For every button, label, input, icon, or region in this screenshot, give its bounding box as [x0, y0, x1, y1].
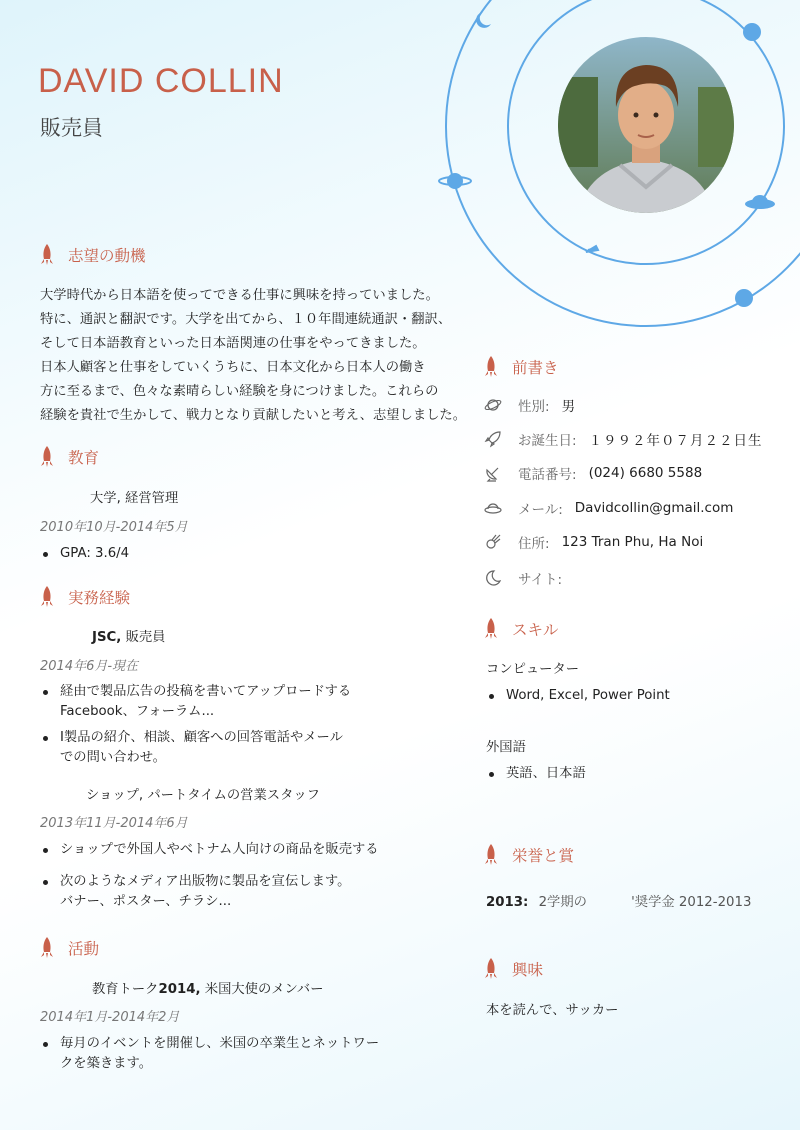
- motivation-line: 方に至るまで、色々な素晴らしい経験を身につけました。これらの: [40, 384, 439, 399]
- activity-org-year: 2014,: [158, 982, 201, 997]
- job2-bullet: [40, 872, 350, 912]
- info-label: 性別:: [518, 399, 550, 415]
- job1-org-position: 販売員: [121, 630, 166, 645]
- bullet-line: 経由で製品広告の投稿を書いてアップロードする: [60, 684, 352, 699]
- skills-computer-item: [486, 686, 670, 706]
- bullet-line: バナー、ポスター、チラシ...: [60, 894, 232, 909]
- info-value[interactable]: Davidcollin@gmail.com: [574, 500, 734, 516]
- saturn-icon: [439, 173, 471, 189]
- job1-date: 2014年6月-現在: [40, 659, 139, 674]
- section-title-text: 実務経験: [68, 589, 131, 607]
- job2-date: 2013年11月-2014年6月: [40, 816, 188, 831]
- job1-org-company: JSC,: [92, 630, 122, 645]
- skills-computer-heading: コンピューター: [486, 662, 580, 677]
- bullet-line: ショップで外国人やベトナム人向けの商品を販売する: [60, 842, 379, 857]
- award-text-b: '奨学金 2012-2013: [631, 895, 752, 910]
- info-row-birthday: [484, 429, 763, 449]
- bullet-line: Facebook、フォーラム...: [60, 704, 215, 719]
- section-title-text: 興味: [512, 961, 544, 979]
- motivation-text: [40, 284, 480, 428]
- award-text-a: 2学期の: [538, 895, 587, 910]
- section-title-activities: [40, 937, 99, 959]
- education-date: 2010年10月-2014年5月: [40, 520, 188, 535]
- satellite-dish-icon: [484, 464, 502, 482]
- info-value: １９９２年０７月２２日生: [588, 433, 763, 449]
- bullet-line: 毎月のイベントを開催し、米国の卒業生とネットワー: [60, 1036, 380, 1051]
- activity-org: [92, 978, 324, 997]
- portrait-illustration: [558, 37, 734, 213]
- rocket-icon: [484, 958, 498, 980]
- interests-text: 本を読んで、サッカー: [486, 1003, 619, 1018]
- job2-org: ショップ, パートタイムの営業スタッフ: [86, 788, 320, 803]
- section-title-text: 活動: [68, 940, 100, 958]
- small-rocket-icon: [586, 246, 598, 252]
- section-title-text: スキル: [512, 621, 559, 639]
- award-entry: [486, 891, 751, 910]
- motivation-line: そして日本語教育といった日本語関連の仕事をやってきました。: [40, 336, 426, 351]
- rocket-icon: [40, 446, 54, 468]
- section-title-personal: [484, 356, 559, 378]
- education-org: 大学, 経営管理: [90, 491, 179, 506]
- section-title-text: 志望の動機: [68, 247, 146, 265]
- bullet-text: 英語、日本語: [506, 766, 586, 781]
- section-title-education: [40, 446, 99, 468]
- rocket-icon: [484, 356, 498, 378]
- candidate-name: DAVID COLLIN: [38, 62, 284, 100]
- section-title-interests: [484, 958, 543, 980]
- rocket-icon: [484, 430, 502, 448]
- job2-bullet: [40, 840, 379, 860]
- info-value: (024) 6680 5588: [588, 465, 703, 481]
- job1-org: [92, 626, 165, 645]
- activity-org-role: 米国大使のメンバー: [200, 982, 324, 997]
- planet-ring-icon: [484, 396, 502, 414]
- bullet-text: Word, Excel, Power Point: [506, 688, 670, 703]
- moon-icon: [484, 569, 502, 587]
- rocket-icon: [40, 586, 54, 608]
- motivation-line: 経験を貴社で生かして、戦力となり貢献したいと考え、志望しました。: [40, 408, 467, 423]
- job1-bullet: [40, 682, 351, 722]
- info-label: サイト:: [518, 572, 563, 588]
- planet-dot-icon: [743, 23, 761, 41]
- award-year: 2013:: [486, 895, 529, 910]
- comet-icon: [484, 533, 502, 551]
- info-label: 電話番号:: [518, 467, 577, 483]
- motivation-line: 特に、通訳と翻訳です。大学を出てから、１０年間連続通訳・翻訳、: [40, 312, 452, 327]
- skills-language-heading: 外国語: [486, 740, 526, 755]
- section-title-awards: [484, 844, 574, 866]
- info-label: 住所:: [518, 536, 550, 552]
- section-title-experience: [40, 586, 130, 608]
- ufo-icon: [484, 499, 502, 517]
- info-row-website: [484, 566, 744, 590]
- section-title-skills: [484, 618, 558, 640]
- activity-org-pre: 教育トーク: [92, 982, 159, 997]
- skills-language-item: [486, 764, 586, 784]
- planet-dot-icon: [735, 289, 753, 307]
- info-row-gender: [484, 395, 575, 415]
- info-row-email: [484, 498, 733, 518]
- rocket-icon: [40, 244, 54, 266]
- info-row-address: [484, 532, 703, 552]
- info-value: 男: [561, 399, 576, 415]
- candidate-role: 販売員: [40, 116, 103, 140]
- website-value-box[interactable]: [590, 566, 744, 590]
- bullet-line: での問い合わせ。: [60, 750, 166, 765]
- rocket-icon: [40, 937, 54, 959]
- bullet-line: 次のようなメディア出版物に製品を宣伝します。: [60, 874, 351, 889]
- section-title-text: 栄誉と賞: [512, 847, 575, 865]
- info-row-phone: [484, 463, 702, 483]
- education-bullet: [40, 544, 129, 564]
- bullet-text: GPA: 3.6/4: [60, 546, 130, 561]
- section-title-text: 前書き: [512, 359, 559, 377]
- activity-date: 2014年1月-2014年2月: [40, 1010, 180, 1025]
- section-title-text: 教育: [68, 449, 100, 467]
- bullet-line: I製品の紹介、相談、顧客への回答電話やメール: [60, 730, 343, 745]
- motivation-line: 日本人顧客と仕事をしていくうちに、日本文化から日本人の働き: [40, 360, 426, 375]
- bullet-line: クを築きます。: [60, 1056, 153, 1071]
- rocket-icon: [484, 618, 498, 640]
- info-label: メール:: [518, 502, 563, 518]
- job1-bullet: [40, 728, 343, 768]
- section-title-motivation: [40, 244, 146, 266]
- profile-photo: [558, 37, 734, 213]
- activity-bullet: [40, 1034, 379, 1074]
- motivation-line: 大学時代から日本語を使ってできる仕事に興味を持っていました。: [40, 288, 439, 303]
- ufo-icon: [745, 195, 775, 209]
- rocket-icon: [484, 844, 498, 866]
- moon-icon: [476, 12, 491, 28]
- info-label: お誕生日:: [518, 433, 577, 449]
- info-value: 123 Tran Phu, Ha Noi: [561, 534, 704, 550]
